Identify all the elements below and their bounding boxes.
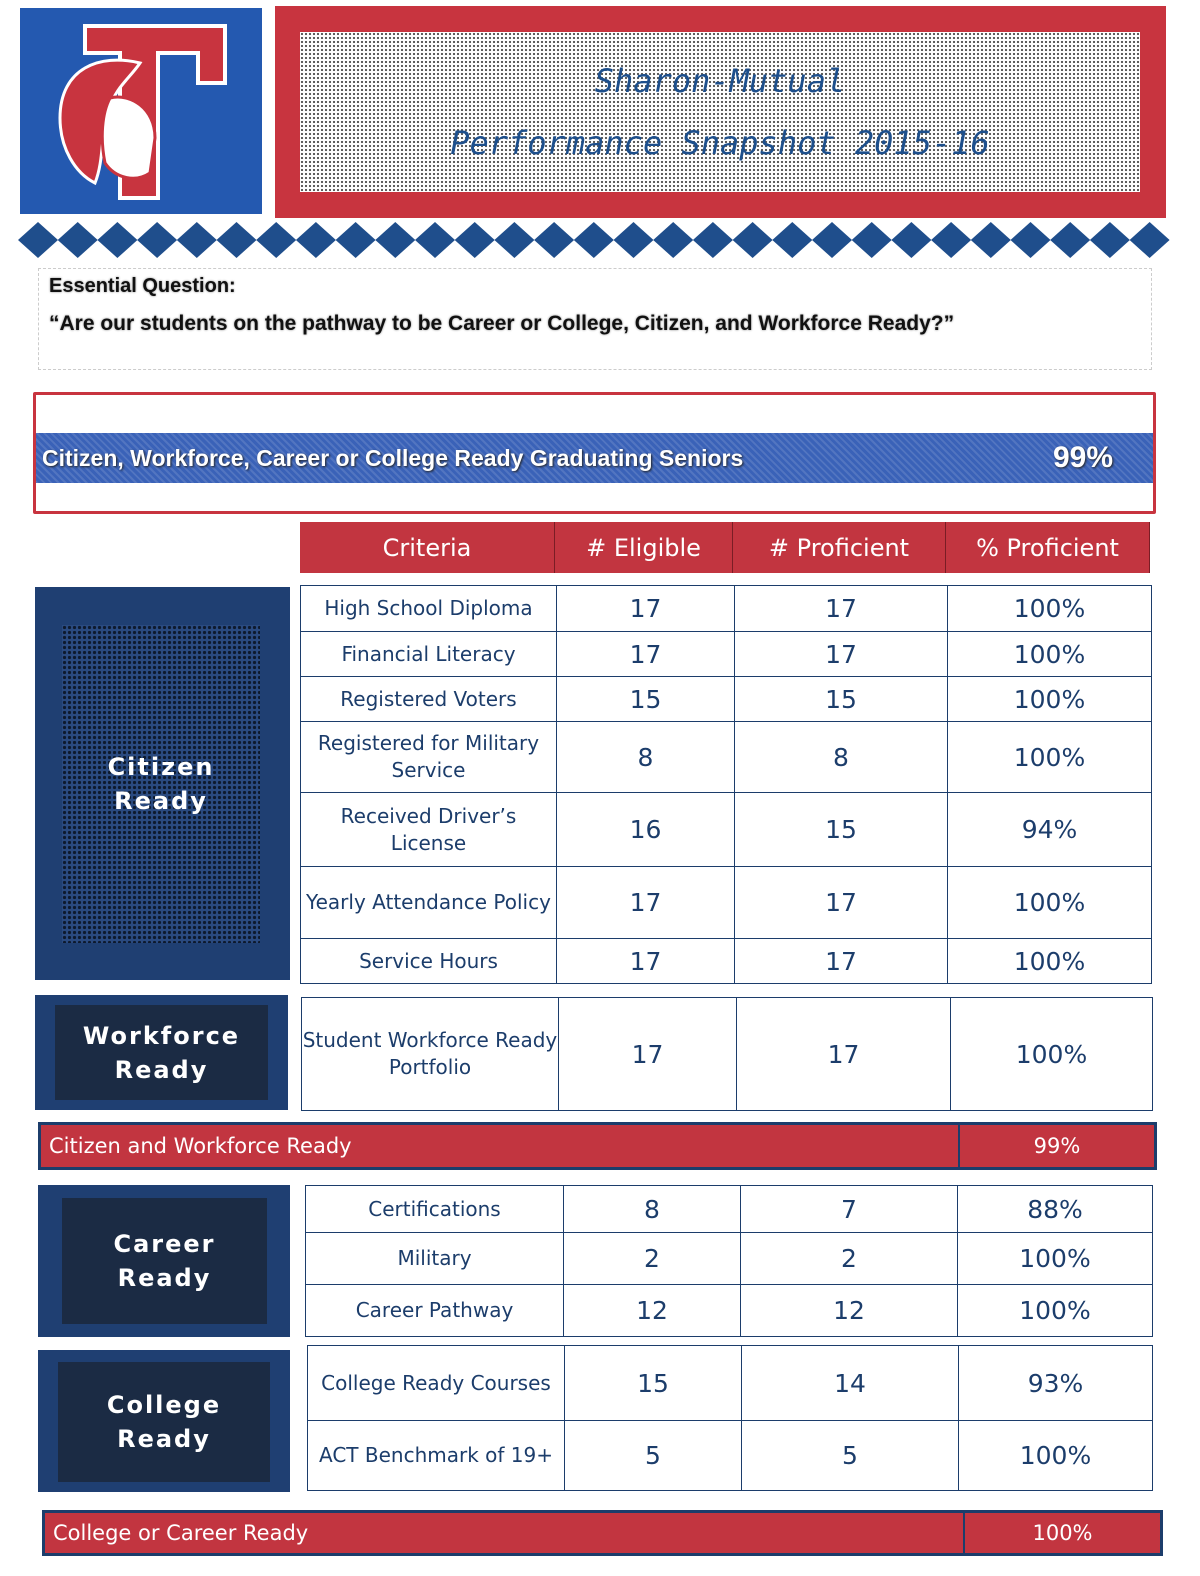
criteria-cell: Received Driver’s License	[300, 792, 557, 867]
diamond-shape	[177, 222, 217, 258]
value-cell: 15	[564, 1345, 742, 1421]
diamond-shape	[415, 222, 455, 258]
criteria-cell: Registered Voters	[300, 676, 557, 722]
value-cell: 100%	[947, 938, 1152, 984]
value-cell: 17	[556, 938, 735, 984]
section-label-line: Workforce	[82, 1021, 241, 1050]
total-value: 100%	[963, 1513, 1160, 1553]
section-label-line: Career	[113, 1230, 216, 1258]
value-cell: 88%	[957, 1185, 1153, 1233]
value-cell: 100%	[947, 676, 1152, 722]
criteria-cell: Student Workforce Ready Portfolio	[301, 997, 559, 1111]
section-label	[62, 625, 260, 943]
value-cell: 15	[734, 792, 948, 867]
diamond-shape	[614, 222, 654, 258]
section-label-line: Ready	[117, 1425, 211, 1453]
value-cell: 17	[734, 938, 948, 984]
total-label: College or Career Ready	[53, 1521, 309, 1545]
section-label-line: Ready	[114, 787, 208, 815]
diamond-shape	[1050, 222, 1090, 258]
summary-label: Citizen, Workforce, Career or College Ready Graduating Seniors	[42, 444, 744, 471]
essential-question-box	[38, 268, 1152, 370]
criteria-cell: College Ready Courses	[307, 1345, 565, 1421]
diamond-shape	[733, 222, 773, 258]
diamond-shape	[137, 222, 177, 258]
document-title: Performance Snapshot 2015-16	[450, 124, 990, 162]
diamond-shape	[852, 222, 892, 258]
value-cell: 15	[734, 676, 948, 722]
total-value: 99%	[958, 1125, 1154, 1167]
column-header: % Proficient	[946, 522, 1150, 573]
value-cell: 100%	[950, 997, 1153, 1111]
title-banner	[275, 6, 1166, 218]
value-cell: 16	[556, 792, 735, 867]
value-cell: 17	[556, 631, 735, 677]
diamond-shape	[375, 222, 415, 258]
column-header: Criteria	[300, 522, 555, 573]
criteria-cell: Registered for Military Service	[300, 721, 557, 793]
criteria-cell: Career Pathway	[305, 1284, 564, 1337]
value-cell: 17	[734, 585, 948, 632]
section-label-line: Ready	[117, 1264, 212, 1292]
value-cell: 2	[563, 1232, 741, 1285]
value-cell: 2	[740, 1232, 958, 1285]
diamond-shape	[336, 222, 376, 258]
section-label-line: Ready	[114, 1055, 209, 1084]
diamond-shape	[812, 222, 852, 258]
summary-value: 99%	[1052, 441, 1113, 474]
diamond-shape	[1011, 222, 1051, 258]
diamond-border-divider	[18, 220, 1173, 260]
value-cell: 100%	[947, 585, 1152, 632]
criteria-cell: ACT Benchmark of 19+	[307, 1420, 565, 1491]
criteria-cell: Yearly Attendance Policy	[300, 866, 557, 939]
essential-question-heading: Essential Question:	[49, 275, 236, 297]
diamond-shape	[296, 222, 336, 258]
value-cell: 8	[556, 721, 735, 793]
summary-box	[33, 392, 1156, 514]
diamond-shape	[18, 222, 58, 258]
section-label	[62, 1198, 267, 1324]
criteria-cell: Financial Literacy	[300, 631, 557, 677]
value-cell: 12	[563, 1284, 741, 1337]
value-cell: 15	[556, 676, 735, 722]
value-cell: 100%	[947, 866, 1152, 939]
value-cell: 5	[741, 1420, 959, 1491]
value-cell: 17	[736, 997, 951, 1111]
value-cell: 100%	[957, 1284, 1153, 1337]
criteria-cell: Military	[305, 1232, 564, 1285]
total-bar	[38, 1122, 1157, 1170]
criteria-cell: Certifications	[305, 1185, 564, 1233]
diamond-shape	[772, 222, 812, 258]
value-cell: 100%	[947, 631, 1152, 677]
diamond-shape	[931, 222, 971, 258]
value-cell: 12	[740, 1284, 958, 1337]
total-label: Citizen and Workforce Ready	[49, 1134, 352, 1158]
diamond-shape	[534, 222, 574, 258]
criteria-cell: Service Hours	[300, 938, 557, 984]
total-bar	[42, 1510, 1163, 1556]
value-cell: 7	[740, 1185, 958, 1233]
school-name: Sharon-Mutual	[594, 62, 846, 100]
diamond-shape	[217, 222, 257, 258]
value-cell: 5	[564, 1420, 742, 1491]
value-cell: 17	[556, 866, 735, 939]
value-cell: 93%	[958, 1345, 1153, 1421]
section-label-line: Citizen	[107, 753, 215, 781]
value-cell: 14	[741, 1345, 959, 1421]
diamond-shape	[58, 222, 98, 258]
value-cell: 17	[734, 631, 948, 677]
value-cell: 100%	[958, 1420, 1153, 1491]
diamond-shape	[1130, 222, 1170, 258]
diamond-shape	[455, 222, 495, 258]
diamond-shape	[971, 222, 1011, 258]
diamond-shape	[653, 222, 693, 258]
essential-question-text: “Are our students on the pathway to be Career or College, Citizen, and Workforce Ready?”	[49, 312, 955, 335]
section-label	[55, 1005, 268, 1100]
value-cell: 17	[556, 585, 735, 632]
value-cell: 100%	[947, 721, 1152, 793]
diamond-shape	[256, 222, 296, 258]
diamond-shape	[494, 222, 534, 258]
value-cell: 100%	[957, 1232, 1153, 1285]
value-cell: 17	[734, 866, 948, 939]
value-cell: 8	[734, 721, 948, 793]
diamond-shape	[1090, 222, 1130, 258]
diamond-shape	[693, 222, 733, 258]
value-cell: 8	[563, 1185, 741, 1233]
section-label	[58, 1362, 270, 1482]
diamond-shape	[891, 222, 931, 258]
value-cell: 94%	[947, 792, 1152, 867]
criteria-cell: High School Diploma	[300, 585, 557, 632]
column-header: # Proficient	[733, 522, 946, 573]
column-header: # Eligible	[555, 522, 733, 573]
value-cell: 17	[558, 997, 737, 1111]
school-logo	[20, 8, 262, 214]
diamond-shape	[97, 222, 137, 258]
section-label-line: College	[106, 1391, 222, 1419]
diamond-shape	[574, 222, 614, 258]
